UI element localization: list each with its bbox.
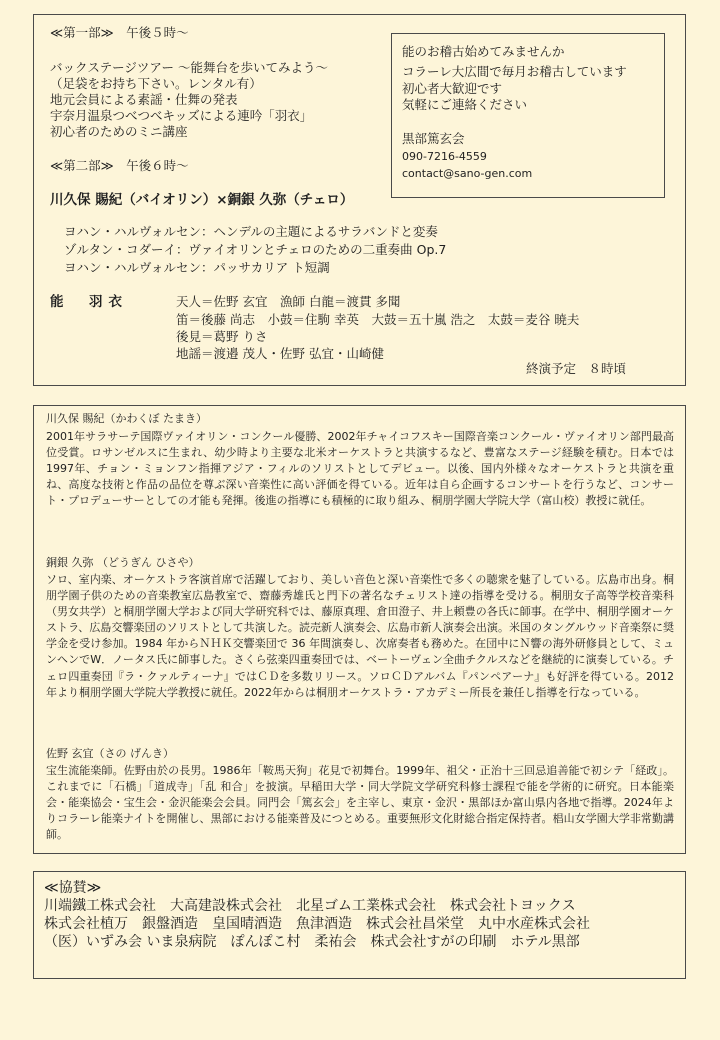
program-item: ヨハン・ハルヴォルセン：ヘンデルの主題によるサラバンドと変奏 [64, 224, 438, 239]
cast-line: 後見＝葛野 りさ [176, 329, 268, 344]
program-item: ゾルタン・コダーイ：ヴァイオリンとチェロのための二重奏曲 Op.7 [64, 242, 447, 257]
part1-line: 宇奈月温泉つべつべキッズによる連吟「羽衣」 [50, 108, 313, 123]
bio-text: ソロ、室内楽、オーケストラ客演首席で活躍しており、美しい音色と深い音楽性で多くの聴衆を魅了している。広島市出身。桐朋学園子供のための音楽教室広島教室で、齋藤秀雄氏と門下の著名なチェリスト達の指導を受ける。桐朋女子高等学校音楽科（男女共学）と桐朋学園大学および同大学研究科では、藤原真理、倉田澄子、井上頼豊の各氏に師事。在学中、桐朋学園オーケストラ、広島交響楽団のソリストとして共演した。読売新人演奏会、広島市新人演奏会出演。米国のタングルウッド音楽祭に奨学金を受け参加。1984 年からＮＨＫ交響楽団で 36 年間演奏し、次席奏者も務めた。在団中にＮ響の海外研修員として、ミュンヘンでW．ノータス氏に師事した。さくら弦楽四重奏団では、ベートーヴェン全曲チクルスなどを継続的に演奏している。チェロ四重奏団『ラ・クァルティーナ』ではＣＤを多数リリース。ソロＣＤアルバム『パンペアーナ』も好評を得ている。2012年より桐朋学園大学院大学教授に就任。2022年からは桐朋オーケストラ・アカデミー所長を兼任し指導を行なっている。 [46, 573, 674, 699]
sponsors-panel [33, 871, 686, 979]
bio-text: 宝生流能楽師。佐野由於の長男。1986年「鞍馬天狗」花見で初舞台。1999年、祖父・正治十三回忌追善能で初シテ「経政」。これまでに「石橋」「道成寺」「乱 和合」を披演。早稲田大学・同大学院文学研究科修士課程で能を学術的に研究。日本能楽会・能楽協会・宝生会・金沢能楽会会員。同門会「篤玄会」を主宰し、東京・金沢・黒部ほか富山県内各地で指導。2024年よりコラーレ能楽ナイトを開催し、黒部における能楽普及につとめる。重要無形文化財総合指定保持者。椙山女学園大学非常勤講師。 [46, 764, 674, 842]
bio-name: 佐野 玄宜（さの げんき） [46, 747, 174, 760]
sponsors-line: 川端鐵工株式会社 大高建設株式会社 北星ゴム工業株式会社 株式会社トヨックス [44, 898, 576, 914]
lesson-line: 初心者大歓迎です [402, 81, 503, 96]
part1-line: （足袋をお持ち下さい。レンタル有） [50, 76, 262, 91]
contact-name: 黒部篤玄会 [402, 131, 465, 146]
part2-heading: ≪第二部≫ 午後６時〜 [50, 158, 189, 173]
bio-text: 2001年サラサーテ国際ヴァイオリン・コンクール優勝、2002年チャイコフスキー国際音楽コンクール・ヴァイオリン部門最高位受賞。ロサンゼルスに生まれ、幼少時より主要な北米オーケストラと共演するなど、豊富なステージ経験を積む。日本では1997年、チョン・ミョンフン指揮アジア・フィルのソリストとしてデビュー。以後、国内外様々なオーケストラと共演を重ね、高度な技術と作品の品位を尊ぶ深い音楽性に高い評価を得ている。近年は自ら企画するコンサートを行うなど、コンサート・プロデューサーとしての才能も発揮。後進の指導にも積極的に取り組み、桐朋学園大学院大学（富山校）教授に就任。 [46, 430, 674, 508]
lesson-box [391, 33, 665, 198]
noh-title: 能 羽衣 [50, 294, 128, 310]
performers: 川久保 賜紀（バイオリン）×銅銀 久弥（チェロ） [50, 192, 354, 208]
contact-phone: 090-7216-4559 [402, 150, 487, 163]
sponsors-line: 株式会社植万 銀盤酒造 皇国晴酒造 魚津酒造 株式会社昌栄堂 丸中水産株式会社 [44, 916, 590, 932]
bio-name: 川久保 賜紀（かわくぼ たまき） [46, 412, 207, 425]
cast-line: 地謡＝渡邉 茂人・佐野 弘宜・山崎健 [176, 346, 384, 361]
sponsors-heading: ≪協賛≫ [44, 880, 102, 896]
sponsors-line: （医）いずみ会 いま泉病院 ぽんぽこ村 柔祐会 株式会社すがの印刷 ホテル黒部 [44, 934, 580, 950]
cast-line: 天人＝佐野 玄宜 漁師 白龍＝渡貫 多聞 [176, 294, 401, 309]
cast-line: 笛＝後藤 尚志 小鼓＝住駒 幸英 大鼓＝五十嵐 浩之 太鼓＝麦谷 暁夫 [176, 312, 580, 327]
biography-panel [33, 405, 686, 854]
lesson-line: 気軽にご連絡ください [402, 97, 528, 112]
end-time: 終演予定 ８時頃 [526, 361, 627, 376]
part1-heading: ≪第一部≫ 午後５時〜 [50, 25, 189, 40]
part1-line: バックステージツアー 〜能舞台を歩いてみよう〜 [50, 60, 328, 75]
part1-line: 地元会員による素謡・仕舞の発表 [50, 92, 238, 107]
lesson-line: 能のお稽古始めてみませんか [402, 44, 565, 59]
bio-name: 銅銀 久弥 （どうぎん ひさや） [46, 556, 200, 569]
contact-email: contact@sano-gen.com [402, 167, 533, 180]
program-item: ヨハン・ハルヴォルセン：パッサカリア ト短調 [64, 260, 330, 275]
part1-line: 初心者のためのミニ講座 [50, 124, 188, 139]
lesson-line: コラーレ大広間で毎月お稽古しています [402, 64, 627, 79]
